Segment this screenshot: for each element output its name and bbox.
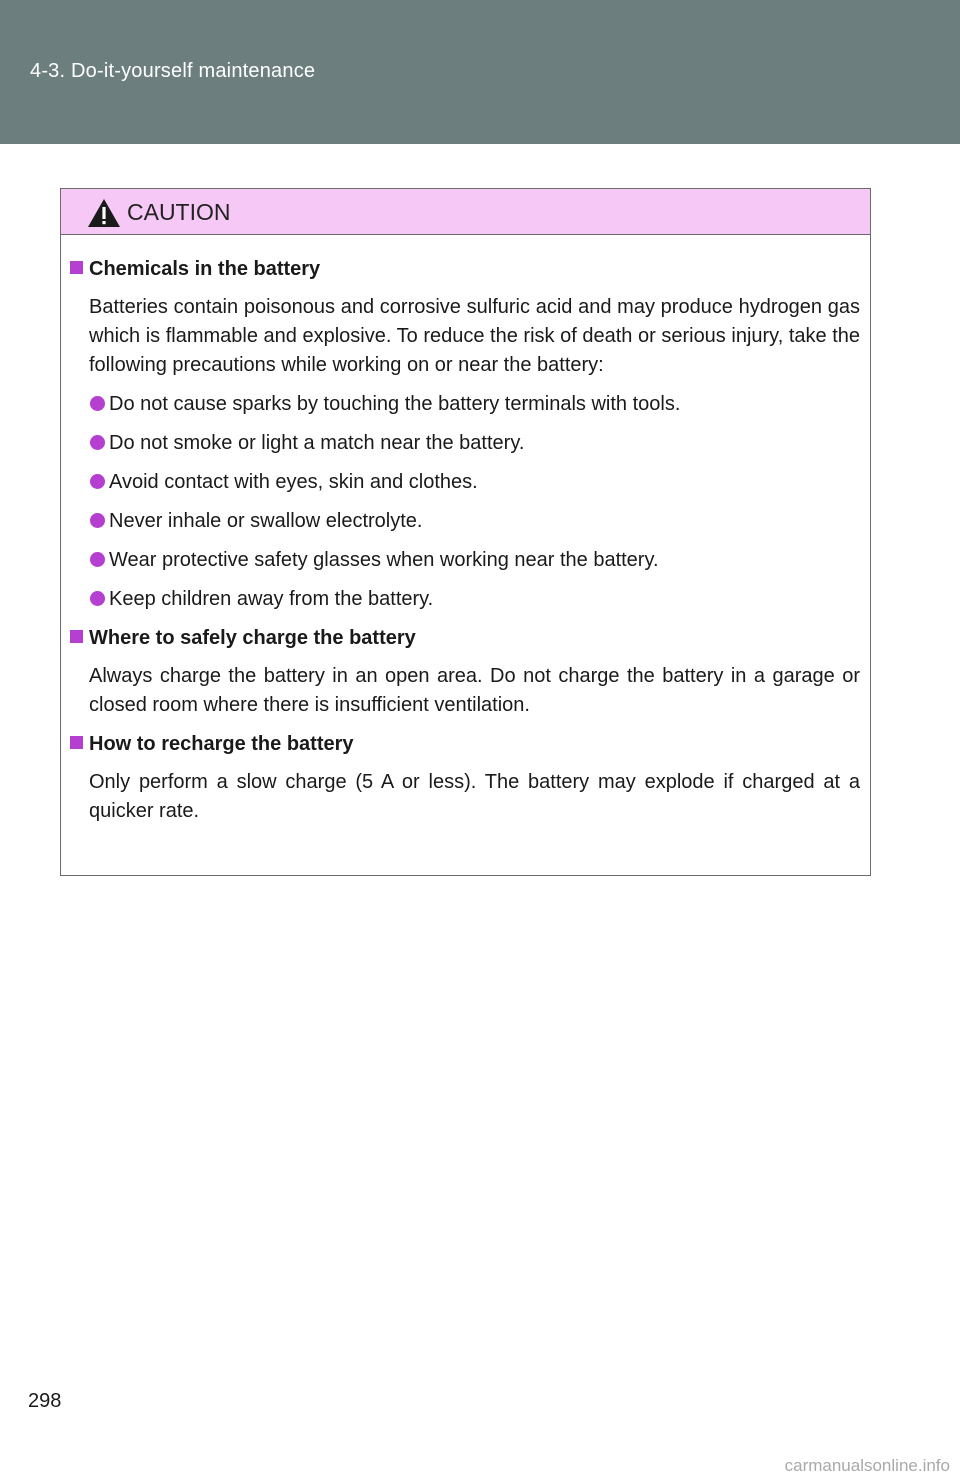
circle-bullet-icon [90, 552, 105, 567]
circle-bullet-icon [90, 396, 105, 411]
list-item-text: Keep children away from the battery. [109, 588, 434, 610]
square-bullet-icon [70, 736, 83, 749]
square-bullet-icon [70, 261, 83, 274]
caution-header [61, 189, 870, 235]
section-heading-text: Where to safely charge the battery [89, 627, 416, 649]
list-item-text: Do not smoke or light a match near the battery. [109, 432, 525, 454]
section-paragraph: Batteries contain poisonous and corrosive sulfuric acid and may produce hydrogen gas which is flammable and explosive. To reduce the risk of death or serious injury, take the following precautions while working on or near the battery: [89, 296, 860, 376]
list-item-text: Do not cause sparks by touching the battery terminals with tools. [109, 393, 681, 415]
list-item-text: Wear protective safety glasses when working near the battery. [109, 549, 659, 571]
list-item-text: Avoid contact with eyes, skin and clothes. [109, 471, 478, 493]
warning-triangle-icon [87, 198, 121, 228]
caution-body [61, 235, 870, 826]
list-item [89, 546, 860, 574]
circle-bullet-icon [90, 591, 105, 606]
section-paragraph: Always charge the battery in an open area. Do not charge the battery in a garage or closed room where there is insufficient ventilation. [89, 665, 860, 716]
section-heading-text: How to recharge the battery [89, 733, 354, 755]
list-item-text: Never inhale or swallow electrolyte. [109, 510, 423, 532]
caution-label: CAUTION [127, 199, 231, 225]
list-item [89, 507, 860, 535]
section-paragraph: Only perform a slow charge (5 A or less). The battery may explode if charged at a quicker rate. [89, 771, 860, 822]
list-item [89, 468, 860, 496]
circle-bullet-icon [90, 513, 105, 528]
header-band [0, 0, 960, 144]
section-title: 4-3. Do-it-yourself maintenance [30, 60, 316, 82]
list-item [89, 585, 860, 613]
section-heading-recharge [61, 730, 860, 758]
section-heading-chemicals [61, 255, 860, 283]
section-heading-charge-location [61, 624, 860, 652]
section-heading-text: Chemicals in the battery [89, 258, 321, 280]
list-item [89, 429, 860, 457]
watermark: carmanualsonline.info [784, 1456, 950, 1475]
caution-box [60, 188, 871, 876]
page-number: 298 [28, 1390, 62, 1412]
square-bullet-icon [70, 630, 83, 643]
circle-bullet-icon [90, 474, 105, 489]
list-item [89, 390, 860, 418]
circle-bullet-icon [90, 435, 105, 450]
